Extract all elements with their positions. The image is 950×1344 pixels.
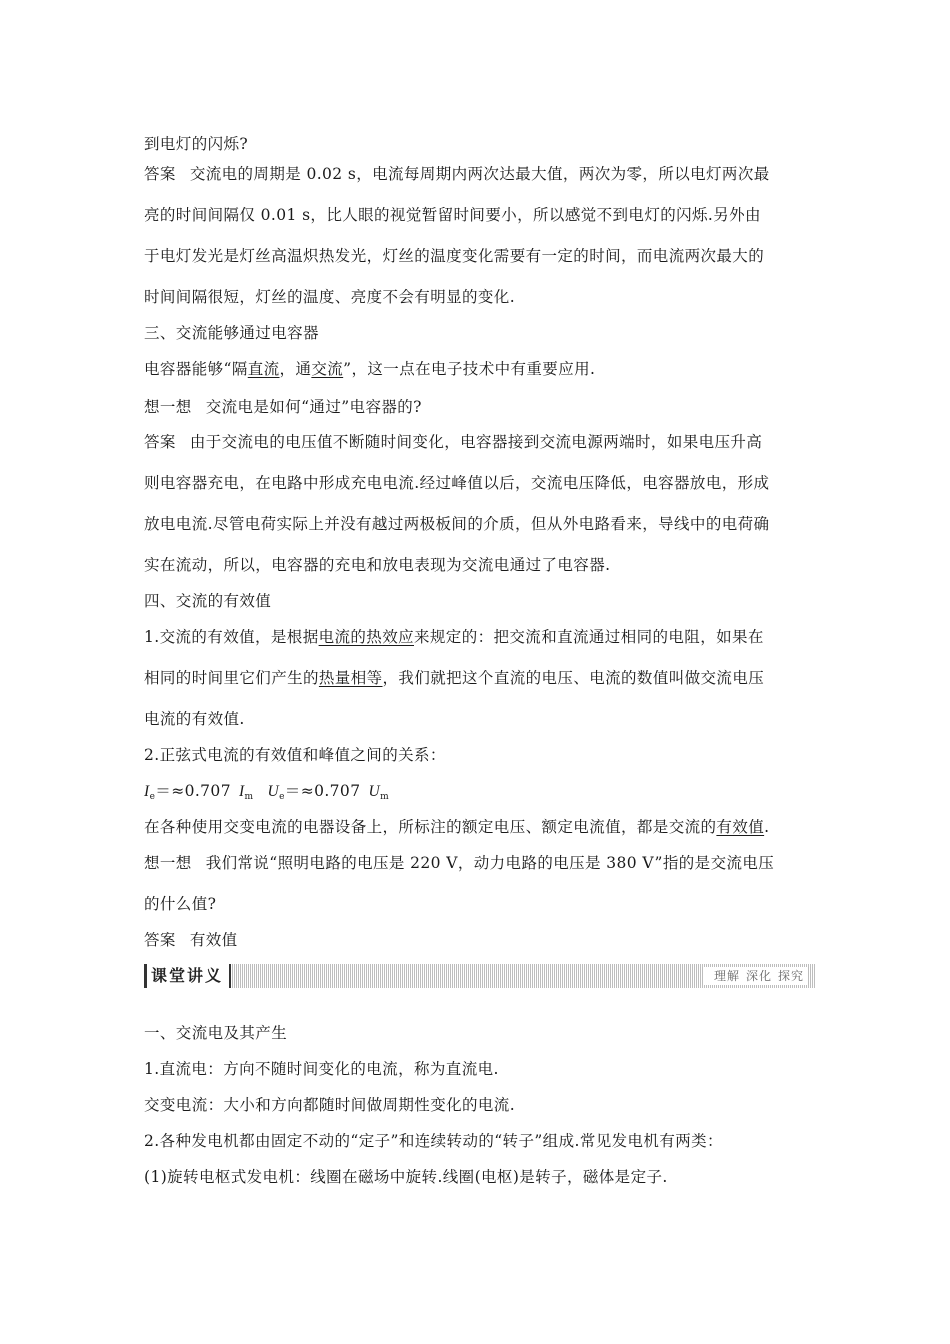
formula-var: U <box>267 783 280 800</box>
section-heading <box>144 1023 287 1043</box>
text-line <box>144 1167 668 1187</box>
formula-text: ＝≈0.707 <box>155 782 231 800</box>
think-line <box>144 397 422 417</box>
underlined-term: 热量相等 <box>318 669 383 687</box>
text-line <box>144 817 769 837</box>
banner-tags <box>704 967 808 985</box>
text: 2.正弦式电流的有效值和峰值之间的关系： <box>144 746 446 764</box>
text: 我们常说“照明电路的电压是 220 V，动力电路的电压是 380 V”指的是交流电压 <box>205 854 775 872</box>
underlined-term: 电流的热效应 <box>318 628 414 646</box>
text-line <box>144 1131 723 1151</box>
text: 到电灯的闪烁? <box>144 135 249 153</box>
underlined-term: 交流 <box>311 360 344 378</box>
text: 于电灯发光是灯丝高温炽热发光，灯丝的温度变化需要有一定的时间，而电流两次最大的 <box>144 247 765 265</box>
think-label: 想一想 <box>144 854 192 872</box>
text: 交流电的周期是 0.02 s，电流每周期内两次达最大值，两次为零，所以电灯两次最 <box>189 165 770 183</box>
heading-text: 四、交流的有效值 <box>144 592 272 610</box>
text: 2.各种发电机都由固定不动的“定子”和连续转动的“转子”组成.常见发电机有两类： <box>144 1132 723 1150</box>
text-line <box>144 1059 499 1079</box>
formula-text: ＝≈0.707 <box>284 782 361 800</box>
text: 电流的有效值. <box>144 710 245 728</box>
text-line <box>144 246 764 266</box>
formula-var: I <box>144 783 150 800</box>
text-line <box>144 1095 515 1115</box>
text-line <box>144 514 769 534</box>
text-line <box>144 709 245 729</box>
answer-line <box>144 164 770 184</box>
text: 有效值 <box>189 931 238 949</box>
text-line <box>144 745 446 765</box>
section-heading <box>144 591 271 611</box>
text: 交变电流：大小和方向都随时间做周期性变化的电流. <box>144 1096 516 1114</box>
formula-sub: e <box>149 792 156 802</box>
heading-text: 三、交流能够通过电容器 <box>144 324 319 342</box>
text: 的什么值? <box>144 895 217 913</box>
answer-line <box>144 930 238 950</box>
text: ”，这一点在电子技术中有重要应用. <box>343 360 596 378</box>
text: 电容器能够“隔 <box>144 360 248 378</box>
text: 1.交流的有效值，是根据 <box>144 628 319 646</box>
text: 来规定的：把交流和直流通过相同的电阻，如果在 <box>414 628 764 646</box>
banner-tag: 深化 <box>745 969 772 983</box>
formula-var: I <box>238 783 245 800</box>
text: 则电容器充电，在电路中形成充电电流.经过峰值以后，交流电压降低，电容器放电，形成 <box>144 474 770 492</box>
text-line <box>144 205 761 225</box>
answer-label: 答案 <box>144 433 176 451</box>
text: 相同的时间里它们产生的 <box>144 669 319 687</box>
answer-label: 答案 <box>144 165 176 183</box>
section-heading <box>144 323 319 343</box>
text: (1)旋转电枢式发电机：线圈在磁场中旋转.线圈(电枢)是转子，磁体是定子. <box>144 1168 668 1186</box>
formula-line <box>144 781 389 807</box>
text-line <box>144 894 216 914</box>
answer-line <box>144 432 762 452</box>
text: 在各种使用交变电流的电器设备上，所标注的额定电压、额定电流值，都是交流的 <box>144 818 717 836</box>
answer-label: 答案 <box>144 931 176 949</box>
text: 时间间隔很短，灯丝的温度、亮度不会有明显的变化. <box>144 288 516 306</box>
text: ，我们就把这个直流的电压、电流的数值叫做交流电压 <box>382 669 765 687</box>
formula-var: U <box>368 783 381 800</box>
text-line <box>144 627 764 647</box>
formula-sub: m <box>244 792 254 802</box>
think-label: 想一想 <box>144 398 192 416</box>
banner-tag: 理解 <box>713 969 740 983</box>
formula-sub: m <box>380 792 389 802</box>
text-line <box>144 668 764 688</box>
think-line <box>144 853 774 873</box>
text-line <box>144 359 595 379</box>
heading-text: 一、交流电及其产生 <box>144 1024 288 1042</box>
text: 实在流动，所以，电容器的充电和放电表现为交流电通过了电容器. <box>144 556 611 574</box>
text-line <box>144 555 610 575</box>
underlined-term: 直流 <box>247 360 280 378</box>
text: 交流电是如何“通过”电容器的? <box>205 398 422 416</box>
banner-title: 课堂讲义 <box>144 964 231 988</box>
underlined-term: 有效值 <box>716 818 765 836</box>
banner-tag: 探究 <box>777 969 804 983</box>
formula-sub: e <box>279 792 285 802</box>
section-banner <box>144 964 816 988</box>
text-line <box>144 134 248 154</box>
text: 1.直流电：方向不随时间变化的电流，称为直流电. <box>144 1060 499 1078</box>
text-line <box>144 473 769 493</box>
text: 由于交流电的电压值不断随时间变化，电容器接到交流电源两端时，如果电压升高 <box>189 433 763 451</box>
text: . <box>764 818 770 836</box>
text: ，通 <box>279 360 312 378</box>
text: 放电电流.尽管电荷实际上并没有越过两极板间的介质，但从外电路看来，导线中的电荷确 <box>144 515 770 533</box>
text-line <box>144 287 515 307</box>
text: 亮的时间间隔仅 0.01 s，比人眼的视觉暂留时间要小，所以感觉不到电灯的闪烁.另外由 <box>144 206 761 224</box>
